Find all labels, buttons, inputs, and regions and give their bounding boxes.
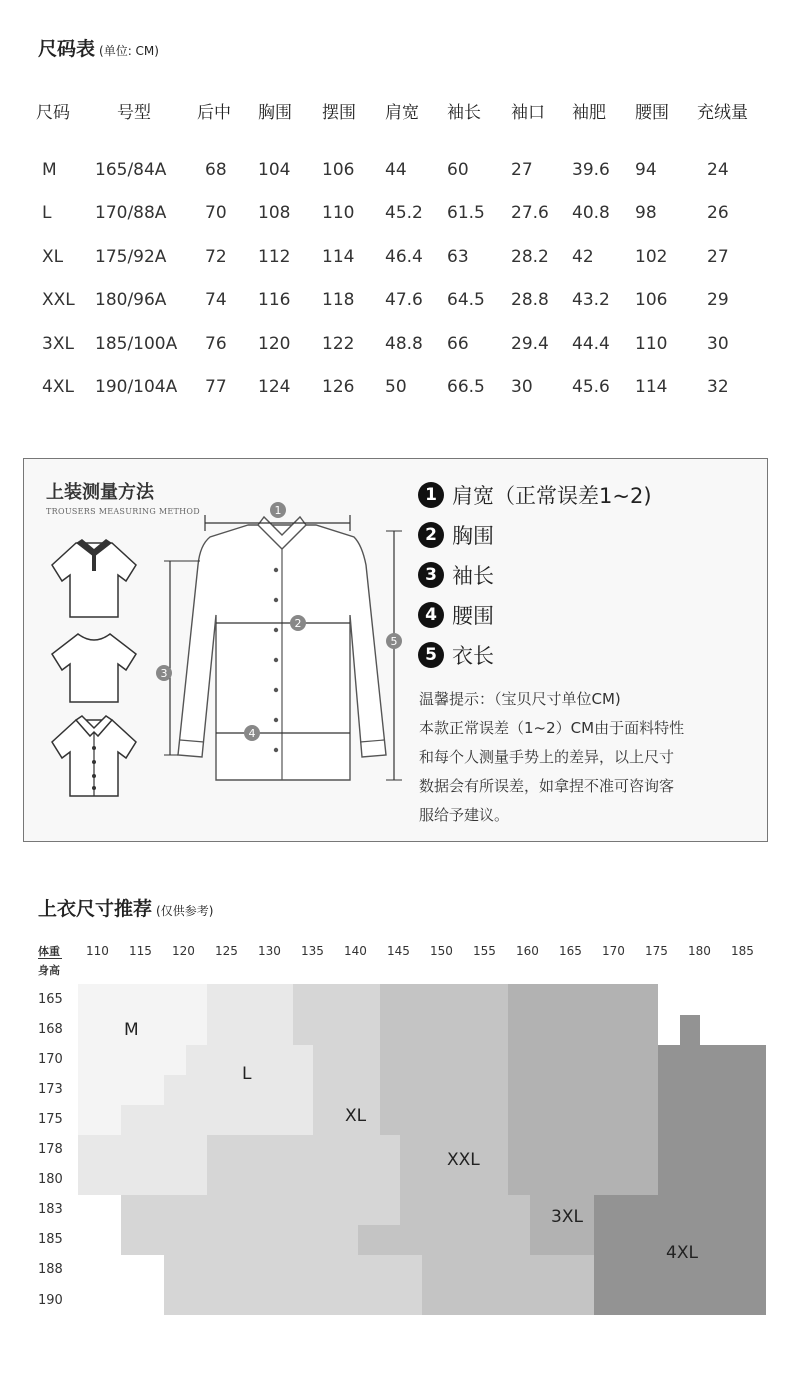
size-chart-cell: 43.2 [572, 290, 610, 310]
weight-tick: 130 [258, 944, 281, 958]
height-tick: 180 [38, 1172, 63, 1187]
grid-block-m [78, 1045, 186, 1075]
size-chart-header-cell: 袖口 [511, 103, 545, 123]
svg-text:1: 1 [274, 504, 282, 517]
grid-size-label: M [124, 1020, 139, 1040]
height-tick: 173 [38, 1082, 63, 1097]
size-chart-cell: 64.5 [447, 290, 485, 310]
weight-axis-label: 体重 [38, 945, 60, 958]
size-chart-cell: 165/84A [95, 160, 167, 180]
grid-block-4xl [658, 1045, 766, 1315]
grid-block-m [78, 1075, 164, 1105]
size-chart-title [38, 34, 159, 61]
size-chart-cell: 170/88A [95, 203, 167, 223]
grid-size-label: XL [345, 1106, 367, 1126]
grid-block-m [78, 1105, 121, 1135]
legend-label: 袖长 [452, 564, 494, 588]
size-chart-cell: 68 [205, 160, 227, 180]
grid-block-3xl [508, 984, 658, 1195]
size-chart-cell: 47.6 [385, 290, 423, 310]
measure-tip-line: 和每个人测量手势上的差异，以上尺寸 [419, 748, 675, 766]
measure-legend-item [418, 520, 494, 550]
button-shirt-icon [48, 712, 140, 804]
legend-label: 胸围 [452, 524, 494, 548]
size-chart-cell: 27.6 [511, 203, 549, 223]
size-chart-cell: 98 [635, 203, 657, 223]
svg-text:2: 2 [294, 617, 302, 630]
grid-size-label: 4XL [666, 1243, 698, 1263]
size-chart-cell: 114 [322, 247, 355, 267]
weight-tick: 165 [559, 944, 582, 958]
height-tick: 165 [38, 992, 63, 1007]
size-chart-title-text: 尺码表 [38, 38, 96, 60]
size-chart-cell: 94 [635, 160, 657, 180]
size-chart-cell: 66 [447, 334, 469, 354]
size-chart-cell: 106 [322, 160, 355, 180]
size-chart-cell: 108 [258, 203, 291, 223]
size-chart-cell: 30 [511, 377, 533, 397]
weight-tick: 135 [301, 944, 324, 958]
size-chart-header-cell: 尺码 [36, 103, 70, 123]
size-chart-cell: 110 [635, 334, 668, 354]
recommend-title-text: 上衣尺寸推荐 [38, 898, 153, 920]
grid-block-m [78, 984, 207, 1045]
grid-block-xxl [358, 1225, 530, 1255]
size-chart-cell: 118 [322, 290, 355, 310]
size-chart-cell: 185/100A [95, 334, 178, 354]
size-chart-cell: 180/96A [95, 290, 167, 310]
size-chart-cell: 72 [205, 247, 227, 267]
grid-block-l [121, 1105, 207, 1135]
size-chart-cell: 61.5 [447, 203, 485, 223]
axis-label-divider [38, 958, 62, 959]
size-chart-header-cell: 后中 [197, 103, 231, 123]
svg-text:5: 5 [390, 635, 398, 648]
size-chart-cell: 124 [258, 377, 291, 397]
size-chart-cell: 44 [385, 160, 407, 180]
height-tick: 185 [38, 1232, 63, 1247]
size-chart-cell: 24 [707, 160, 729, 180]
svg-text:4: 4 [248, 727, 256, 740]
size-chart-cell: 60 [447, 160, 469, 180]
size-chart-cell: 104 [258, 160, 291, 180]
svg-text:3: 3 [160, 667, 168, 680]
size-chart-cell: 63 [447, 247, 469, 267]
legend-number-badge: 4 [418, 602, 444, 628]
height-tick: 175 [38, 1112, 63, 1127]
weight-tick: 115 [129, 944, 152, 958]
weight-tick: 150 [430, 944, 453, 958]
grid-block-xl [207, 1135, 400, 1195]
measure-legend-item [418, 480, 652, 510]
weight-tick: 185 [731, 944, 754, 958]
size-chart-cell: 39.6 [572, 160, 610, 180]
weight-tick: 180 [688, 944, 711, 958]
recommend-title [38, 894, 213, 921]
size-chart-cell: 102 [635, 247, 668, 267]
size-chart-header-cell: 腰围 [635, 103, 669, 123]
t-shirt-icon [48, 628, 140, 708]
measure-tip-line: 数据会有所误差，如拿捏不准可咨询客 [419, 777, 675, 795]
size-chart-header-cell: 号型 [117, 103, 151, 123]
size-chart-cell: 50 [385, 377, 407, 397]
size-chart-cell: 70 [205, 203, 227, 223]
weight-tick: 160 [516, 944, 539, 958]
size-chart-cell: 110 [322, 203, 355, 223]
measuring-title: 上装测量方法 [46, 482, 154, 503]
height-tick: 188 [38, 1262, 63, 1277]
size-chart-unit: (单位: CM) [99, 44, 159, 58]
size-chart-cell: 27 [511, 160, 533, 180]
size-chart-cell: 122 [322, 334, 355, 354]
legend-number-badge: 3 [418, 562, 444, 588]
size-chart-cell: 26 [707, 203, 729, 223]
size-chart-cell: L [42, 203, 52, 223]
measure-legend-item [418, 560, 494, 590]
height-tick: 168 [38, 1022, 63, 1037]
grid-size-label: 3XL [551, 1207, 583, 1227]
grid-size-label: L [242, 1064, 252, 1084]
size-chart-header-cell: 肩宽 [385, 103, 419, 123]
height-tick: 183 [38, 1202, 63, 1217]
height-tick: 178 [38, 1142, 63, 1157]
size-chart-cell: 28.2 [511, 247, 549, 267]
legend-number-badge: 1 [418, 482, 444, 508]
weight-tick: 120 [172, 944, 195, 958]
measuring-subtitle: TROUSERS MEASURING METHOD [46, 507, 200, 516]
size-chart-cell: 48.8 [385, 334, 423, 354]
weight-tick: 125 [215, 944, 238, 958]
weight-tick: 155 [473, 944, 496, 958]
size-chart-cell: 3XL [42, 334, 74, 354]
size-chart-cell: 28.8 [511, 290, 549, 310]
size-chart-cell: 45.6 [572, 377, 610, 397]
size-chart-cell: 44.4 [572, 334, 610, 354]
height-tick: 190 [38, 1293, 63, 1308]
size-chart-cell: XXL [42, 290, 75, 310]
size-chart-cell: M [42, 160, 57, 180]
grid-block-4xl [680, 1015, 700, 1055]
legend-label: 衣长 [452, 644, 494, 668]
size-chart-cell: 29.4 [511, 334, 549, 354]
weight-tick: 110 [86, 944, 109, 958]
size-chart-cell: 126 [322, 377, 355, 397]
size-chart-cell: 4XL [42, 377, 74, 397]
size-chart-cell: 76 [205, 334, 227, 354]
polo-shirt-icon [48, 535, 140, 625]
measure-legend-item [418, 640, 494, 670]
size-chart-cell: 120 [258, 334, 291, 354]
size-chart-cell: 27 [707, 247, 729, 267]
size-chart-cell: 77 [205, 377, 227, 397]
measure-legend-item [418, 600, 494, 630]
weight-tick: 145 [387, 944, 410, 958]
size-chart-cell: 40.8 [572, 203, 610, 223]
weight-tick: 175 [645, 944, 668, 958]
grid-block-l [293, 1045, 313, 1135]
size-chart-header-cell: 胸围 [258, 103, 292, 123]
legend-label: 肩宽（正常误差1~2) [452, 484, 652, 508]
size-chart-cell: 114 [635, 377, 668, 397]
grid-block-l [207, 984, 293, 1135]
size-chart-cell: 42 [572, 247, 594, 267]
size-chart-cell: 32 [707, 377, 729, 397]
size-chart-header-cell: 袖长 [447, 103, 481, 123]
legend-number-badge: 2 [418, 522, 444, 548]
size-chart-cell: 30 [707, 334, 729, 354]
measure-tip-line: 温馨提示：（宝贝尺寸单位CM) [419, 690, 621, 708]
grid-block-xl [121, 1195, 400, 1225]
height-axis-label: 身高 [38, 964, 60, 977]
size-chart-cell: 74 [205, 290, 227, 310]
grid-block-l [78, 1135, 207, 1195]
size-chart-cell: 66.5 [447, 377, 485, 397]
size-chart-cell: 29 [707, 290, 729, 310]
size-chart-cell: 45.2 [385, 203, 423, 223]
weight-tick: 140 [344, 944, 367, 958]
grid-block-xl [121, 1225, 358, 1255]
size-chart-cell: 112 [258, 247, 291, 267]
size-chart-cell: XL [42, 247, 64, 267]
legend-label: 腰围 [452, 604, 494, 628]
size-chart-cell: 46.4 [385, 247, 423, 267]
grid-block-xxl [422, 1255, 594, 1315]
measure-tip-line: 本款正常误差（1~2）CM由于面料特性 [419, 719, 685, 737]
shirt-measure-diagram [150, 495, 410, 795]
size-chart-cell: 116 [258, 290, 291, 310]
size-chart-header-cell: 充绒量 [697, 103, 748, 123]
size-chart-header-cell: 摆围 [322, 103, 356, 123]
grid-block-xl [380, 1255, 422, 1315]
size-chart-cell: 190/104A [95, 377, 178, 397]
recommend-note: (仅供参考) [156, 904, 214, 918]
measure-tip-line: 服给予建议。 [419, 806, 510, 824]
size-chart-cell: 106 [635, 290, 668, 310]
grid-size-label: XXL [447, 1150, 480, 1170]
size-chart-header-cell: 袖肥 [572, 103, 606, 123]
height-tick: 170 [38, 1052, 63, 1067]
legend-number-badge: 5 [418, 642, 444, 668]
size-chart-cell: 175/92A [95, 247, 167, 267]
weight-tick: 170 [602, 944, 625, 958]
